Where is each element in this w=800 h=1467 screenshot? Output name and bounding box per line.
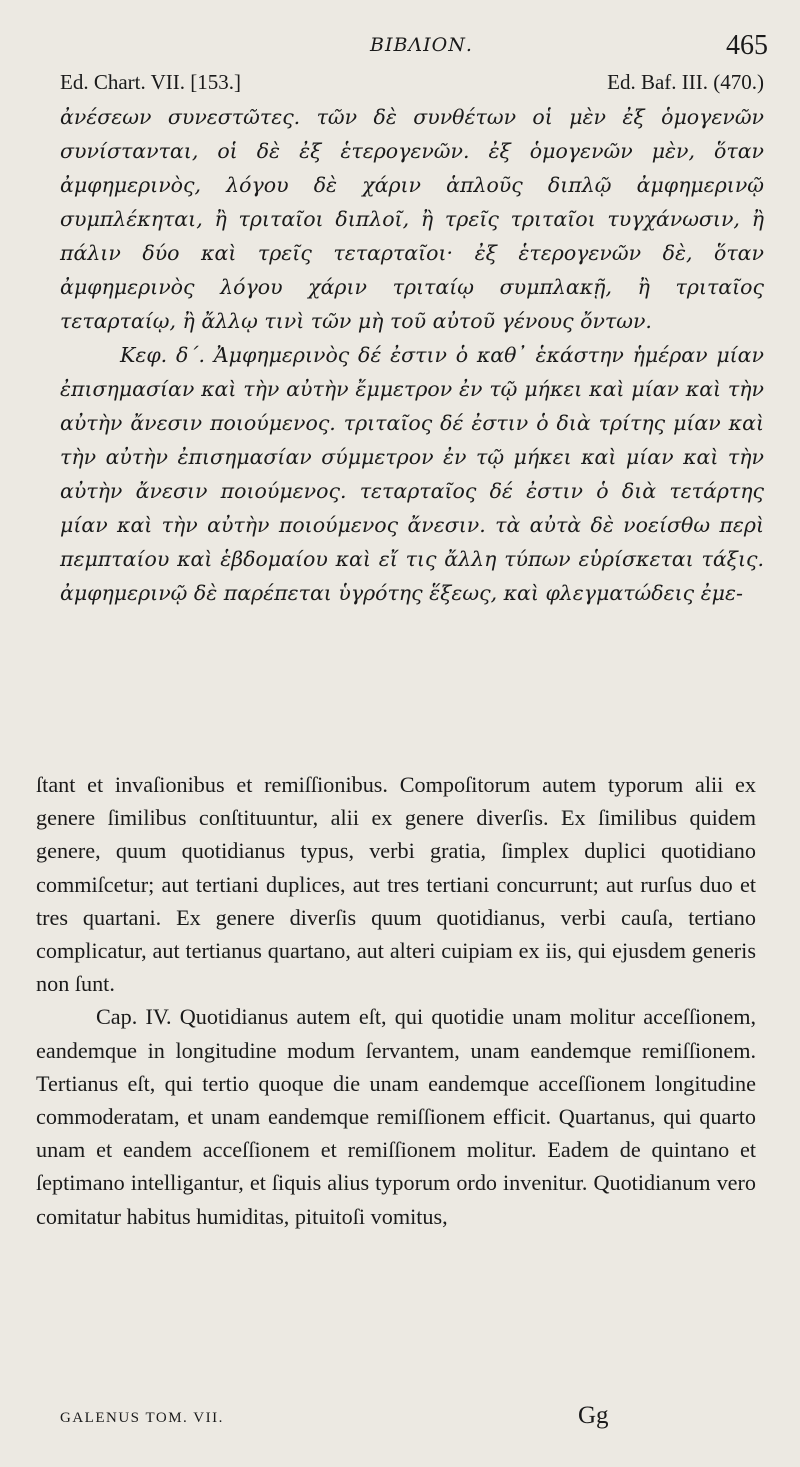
edition-basel: Ed. Baf. III. (470.) [607,70,764,94]
signature-mark: Gg [578,1402,609,1429]
page-number: 465 [726,30,768,61]
edition-reference-line [60,70,764,95]
book-title: ΒΙΒΛΙΟΝ. [370,34,473,56]
running-head [0,30,800,60]
page-footer [60,1402,764,1438]
greek-paragraph-2: Κεφ. δ΄. Ἀμφημερινὸς δέ ἐστιν ὁ καθ᾽ ἑκάστην ἡμέραν μίαν ἐπισημασίαν καὶ τὴν αὐτὴν ἔμμετρον ἐν τῷ μήκει καὶ μίαν καὶ τὴν αὐτὴν ἄνεσιν ποιούμενος. τριταῖος δέ ἐστιν ὁ διὰ τρίτης μίαν καὶ τὴν αὐτὴν ἐπισημασίαν σύμμετρον ἐν τῷ μήκει καὶ μίαν καὶ τὴν αὐτὴν ἄνεσιν ποιούμενος. τεταρταῖος δέ ἐστιν ὁ διὰ τετάρτης μίαν καὶ τὴν αὐτὴν ποιούμενος ἄνεσιν. τὰ αὐτὰ δὲ νοείσθω περὶ πεμπταίου καὶ ἑβδομαίου καὶ εἴ τις ἄλλη τύπων εὑρίσκεται τάξις. ἀμφημερινῷ δὲ παρέπεται ὑγρότης ἕξεως, καὶ φλεγματώδεις ἐμε- [60,343,764,605]
greek-text [60,100,764,610]
edition-chartier: Ed. Chart. VII. [153.] [60,70,241,94]
latin-paragraph-1: ſtant et invaſionibus et remiſſionibus. Compoſitorum autem typorum alii ex genere ſimilibus conſtituuntur, alii ex genere diverſis. Ex ſimilibus quidem genere, quum quotidianus typus, verbi gratia, ſimplex duplici quotidiano commiſcetur; aut tertiani duplices, aut tres tertiani concurrunt; aut rurſus duo et tres quartani. Ex genere diverſis quum quotidianus, verbi cauſa, tertiano complicatur, aut tertianus quartano, aut alteri cuipiam ex iis, qui ejusdem generis non ſunt. [36,772,756,997]
running-foot: GALENUS TOM. VII. [60,1410,224,1426]
latin-text [36,768,756,1233]
greek-paragraph-1: ἀνέσεων συνεστῶτες. τῶν δὲ συνθέτων οἱ μὲν ἐξ ὁμογενῶν συνίστανται, οἱ δὲ ἐξ ἑτερογενῶν. ἐξ ὁμογενῶν μὲν, ὅταν ἀμφημερινὸς, λόγου δὲ χάριν ἁπλοῦς διπλῷ ἀμφημερινῷ συμπλέκηται, ἢ τριταῖοι διπλοῖ, ἢ τρεῖς τριταῖοι τυγχάνωσιν, ἢ πάλιν δύο καὶ τρεῖς τεταρταῖοι· ἐξ ἑτερογενῶν δὲ, ὅταν ἀμφημερινὸς λόγου χάριν τριταίῳ συμπλακῇ, ἢ τριταῖος τεταρταίῳ, ἢ ἄλλῳ τινὶ τῶν μὴ τοῦ αὐτοῦ γένους ὄντων. [60,105,764,333]
latin-paragraph-2: Cap. IV. Quotidianus autem eſt, qui quotidie unam molitur acceſſionem, eandemque in longitudine modum ſervantem, unam eandemque remiſſionem. Tertianus eſt, qui tertio quoque die unam eandemque acceſſionem longitudine commoderatam, et unam eandemque remiſſionem efficit. Quartanus, qui quarto unam et eandem acceſſionem et remiſſionem molitur. Eadem de quintano et ſeptimano intelligantur, et ſiquis alius typorum ordo invenitur. Quotidianum vero comitatur habitus humiditas, pituitoſi vomitus, [36,1004,756,1229]
